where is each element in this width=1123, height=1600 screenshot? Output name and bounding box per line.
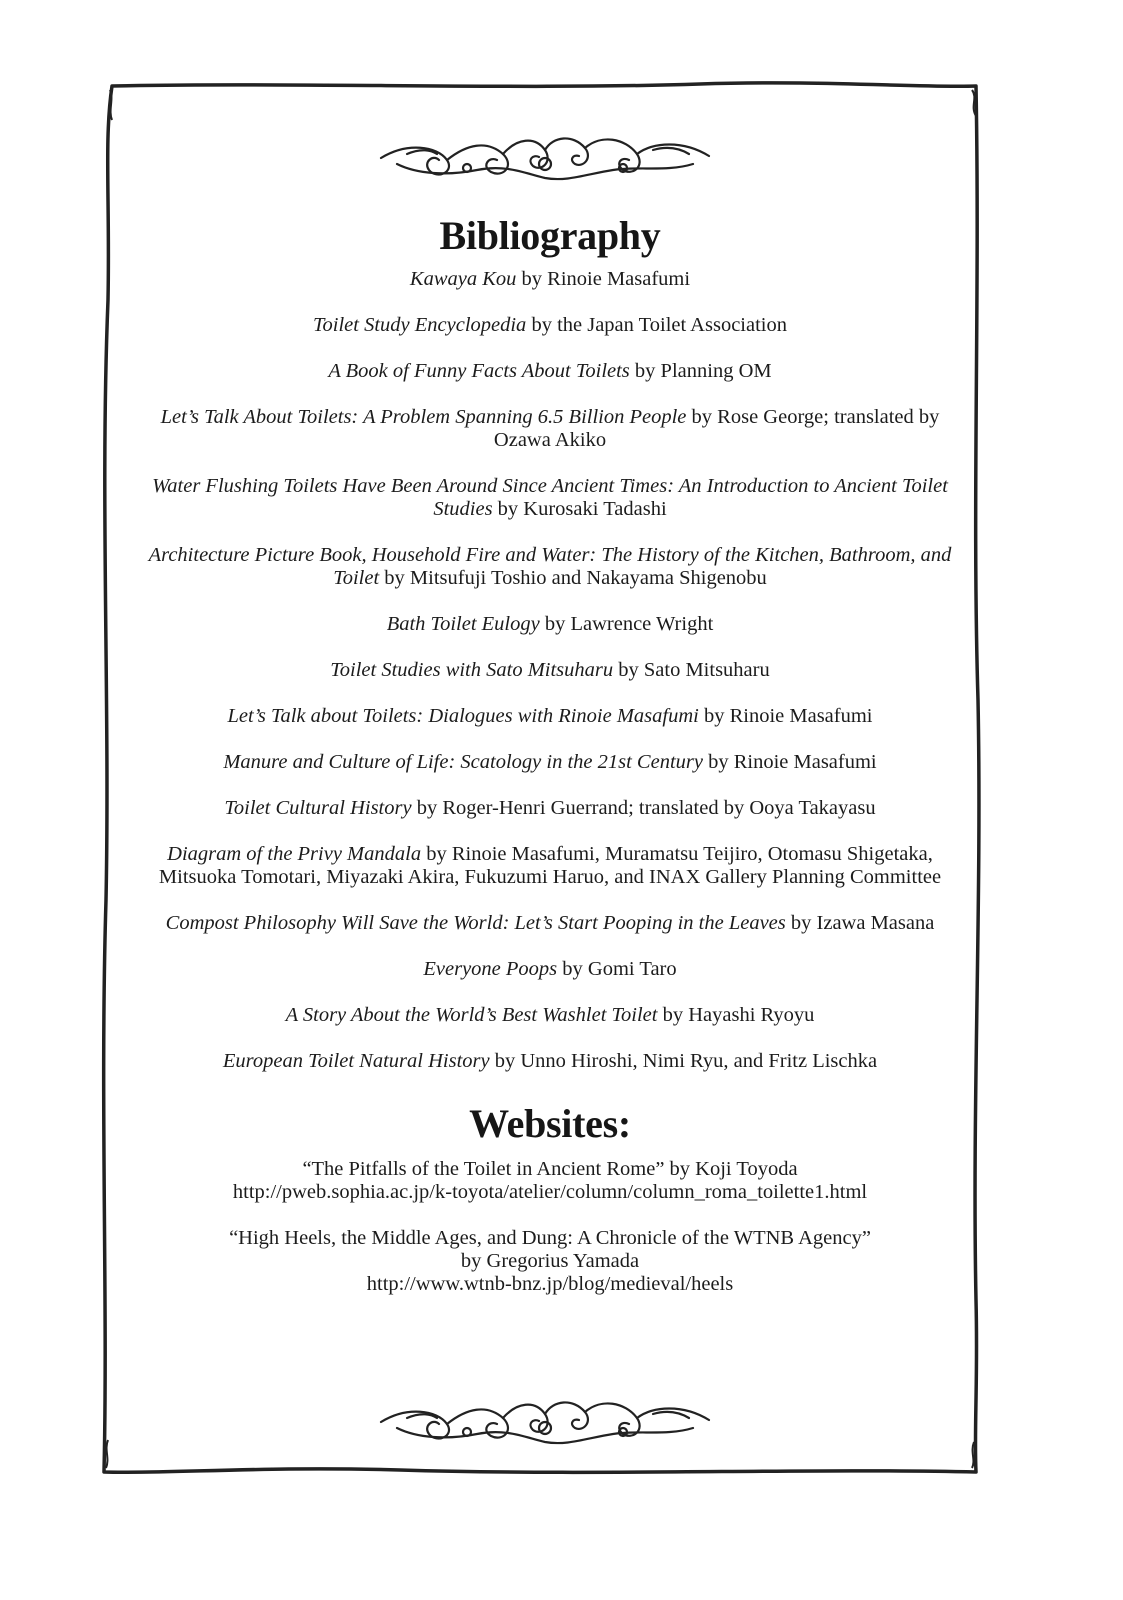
book-title: Water Flushing Toilets Have Been Around Since Ancient Times: An Introduction to Ancient Toilet Studies [152,475,948,520]
bibliography-entry [130,360,970,383]
book-title: A Story About the World’s Best Washlet Toilet [285,1004,658,1026]
book-title: Architecture Picture Book, Household Fire and Water: The History of the Kitchen, Bathroom, and Toilet [148,544,952,589]
book-author: by Rinoie Masafumi [516,268,691,290]
bibliography-page [130,208,970,1319]
book-author: by Hayashi Ryoyu [657,1004,815,1026]
bibliography-entry [130,1004,970,1027]
bibliography-list [130,268,970,1073]
book-author: by Rinoie Masafumi, Muramatsu Teijiro, Otomasu Shigetaka, Mitsuoka Tomotari, Miyazaki Akira, Fukuzumi Haruo, and INAX Gallery Planning Committee [158,843,942,888]
book-author: by Unno Hiroshi, Nimi Ryu, and Fritz Lischka [489,1050,878,1072]
book-author: by Izawa Masana [785,912,935,934]
book-author: by Gomi Taro [557,958,677,980]
bibliography-entry [130,705,970,728]
book-title: Manure and Culture of Life: Scatology in the 21st Century [223,751,703,773]
bibliography-entry [130,843,970,889]
bibliography-entry [130,613,970,636]
website-entry [130,1227,970,1296]
book-title: Everyone Poops [423,958,558,980]
book-title: Kawaya Kou [409,268,517,290]
websites-heading: Websites: [469,1101,631,1146]
book-author: by Planning OM [629,360,772,382]
bibliography-entry [130,268,970,291]
book-title: Let’s Talk about Toilets: Dialogues with Rinoie Masafumi [227,705,699,727]
book-title: Bath Toilet Eulogy [386,613,540,635]
book-title: Toilet Cultural History [224,797,412,819]
bibliography-entry [130,912,970,935]
bibliography-entry [130,406,970,452]
book-author: by Mitsufuji Toshio and Nakayama Shigenobu [379,567,767,589]
bibliography-entry [130,751,970,774]
book-title: A Book of Funny Facts About Toilets [328,360,630,382]
book-title: Diagram of the Privy Mandala [167,843,422,865]
website-entry [130,1158,970,1204]
book-title: Compost Philosophy Will Save the World: Let’s Start Pooping in the Leaves [165,912,786,934]
bibliography-entry [130,475,970,521]
book-title: Toilet Study Encyclopedia [313,314,527,336]
book-author: by Sato Mitsuharu [613,659,770,681]
book-title: Toilet Studies with Sato Mitsuharu [330,659,614,681]
website-url: http://www.wtnb-bnz.jp/blog/medieval/heels [366,1273,734,1295]
website-citation: “The Pitfalls of the Toilet in Ancient Rome” by Koji Toyoda [302,1158,798,1180]
book-author: by Lawrence Wright [539,613,714,635]
website-url: http://pweb.sophia.ac.jp/k-toyota/atelier/column/column_roma_toilette1.html [232,1181,868,1203]
book-title: European Toilet Natural History [222,1050,490,1072]
bibliography-entry [130,544,970,590]
scroll-flourish-icon [377,1388,713,1454]
book-author: by Roger-Henri Guerrand; translated by Ooya Takayasu [411,797,876,819]
website-citation: by Gregorius Yamada [460,1250,640,1272]
website-citation: “High Heels, the Middle Ages, and Dung: A Chronicle of the WTNB Agency” [229,1227,871,1249]
book-author: by Rinoie Masafumi [698,705,873,727]
bibliography-entry [130,797,970,820]
bibliography-heading: Bibliography [439,213,661,258]
bibliography-entry [130,1050,970,1073]
scroll-flourish-icon [377,124,713,190]
book-author: by Rose George; translated by Ozawa Akiko [493,406,940,451]
bibliography-entry [130,314,970,337]
book-author: by Rinoie Masafumi [702,751,877,773]
book-title: Let’s Talk About Toilets: A Problem Spanning 6.5 Billion People [160,406,687,428]
bibliography-entry [130,958,970,981]
book-author: by the Japan Toilet Association [526,314,787,336]
book-author: by Kurosaki Tadashi [492,498,667,520]
websites-list [130,1158,970,1296]
bibliography-entry [130,659,970,682]
